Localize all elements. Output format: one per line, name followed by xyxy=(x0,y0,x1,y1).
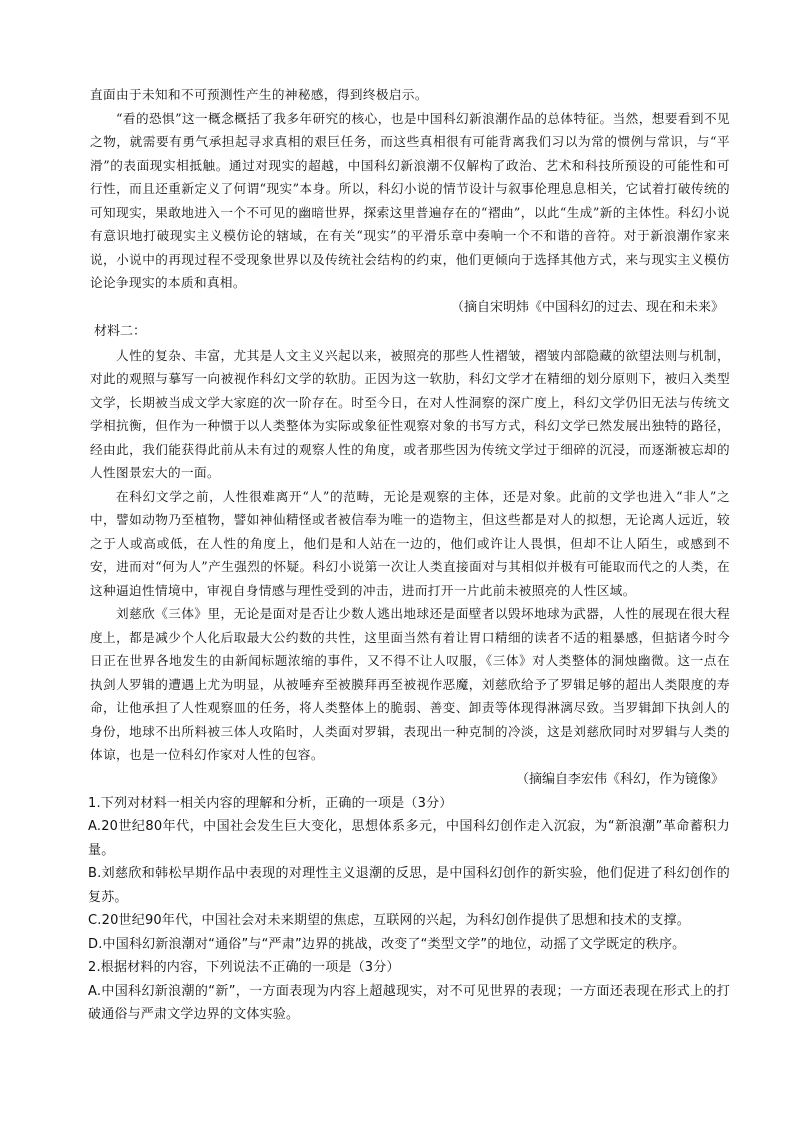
question-2 xyxy=(90,956,730,1027)
exam-page xyxy=(90,80,730,1027)
material2-heading: 材料二： xyxy=(94,323,147,339)
question-option-b: B.刘慈欣和韩松早期作品中表现的对理性主义退潮的反思，是中国科幻创作的新实验，他们促进了科幻创作的复苏。 xyxy=(88,866,730,905)
question-option-a: A.20世纪80年代，中国社会发生巨大变化，思想体系多元，中国科幻创作走入沉寂，为“新浪潮”革命蓄积力量。 xyxy=(88,819,730,858)
question-1 xyxy=(90,792,730,957)
question-option-d: D.中国科幻新浪潮对“通俗”与“严肃”边界的挑战，改变了“类型文学”的地位，动摇了文学既定的秩序。 xyxy=(88,936,686,952)
material2-paragraph-1: 人性的复杂、丰富，尤其是人文主义兴起以来，被照亮的那些人性褶皱，褶皱内部隐藏的欲望法则与机制，对此的观照与摹写一向被视作科幻文学的软肋。正因为这一软肋，科幻文学才在精细的划分原则下，被归入类型文学，长期被当成文学大家庭的次一阶存在。时至今日，在对人性洞察的深广度上，科幻文学仍旧无法与传统文学相抗衡，但作为一种惯于以人类整体为实际或象征性观察对象的书写方式，科幻文学已然发展出独特的路径，经由此，我们能获得此前从未有过的观察人性的角度，或者那些因为传统文学过于细碎的沉浸，而逐渐被忘却的人性图景宏大的一面。 xyxy=(90,347,730,480)
material1-paragraph: “看的恐惧”这一概念概括了我多年研究的核心，也是中国科幻新浪潮作品的总体特征。当然，想要看到不见之物，就需要有勇气承担起寻求真相的艰巨任务，而这些真相很有可能背离我们习以为常的惯例与常识，与“平滑”的表面现实相抵触。通过对现实的超越，中国科幻新浪潮不仅解构了政治、艺术和科技所预设的可能性和可行性，而且还重新定义了何谓“现实”本身。所以，科幻小说的情节设计与叙事伦理息息相关，它试着打破传统的可知现实，果敢地进入一个不可见的幽暗世界，探索这里普遍存在的“褶曲”，以此“生成”新的主体性。科幻小说有意识地打破现实主义模仿论的辖域，在有关“现实”的平滑乐章中奏响一个不和谐的音符。对于新浪潮作家来说，小说中的再现过程不受现象世界以及传统社会结构的约束，他们更倾向于选择其他方式，来与现实主义模仿论论争现实的本质和真相。 xyxy=(90,110,730,290)
material1-source: （摘自宋明炜《中国科幻的过去、现在和未来》 xyxy=(450,299,724,315)
material2-paragraph-2: 在科幻文学之前，人性很难离开“人”的范畴，无论是观察的主体，还是对象。此前的文学也进入“非人”之中，譬如动物乃至植物，譬如神仙精怪或者被信奉为唯一的造物主，但这些都是对人的拟想，无论离人远近，较之于人或高或低，在人性的角度上，他们是和人站在一边的，他们或许让人畏惧，但却不让人陌生，或感到不安，进而对“何为人”产生强烈的怀疑。科幻小说第一次让人类直接面对与其相似并极有可能取而代之的人类，在这种逼迫性情境中，审视自身情感与理性受到的冲击，进而打开一片此前未被照亮的人性区域。 xyxy=(90,488,730,598)
material2-source: （摘编自李宏伟《科幻，作为镜像》 xyxy=(515,771,724,787)
material2-paragraph-3: 刘慈欣《三体》里，无论是面对是否让少数人逃出地球还是面壁者以毁坏地球为武器，人性的展现在很大程度上，都是减少个人化后取最大公约数的共性，这里面当然有着让胃口精细的读者不适的粗暴感，但掂诸今时今日正在世界各地发生的由新闻标题浓缩的事件，又不得不让人叹服，《三体》对人类整体的洞烛幽微。这一点在执剑人罗辑的遭遇上尤为明显，从被唾弃至被膜拜再至被视作恶魔，刘慈欣给予了罗辑足够的超出人类限度的寿命，让他承担了人性观察皿的任务，将人类整体上的脆弱、善变、卸责等体现得淋漓尽致。当罗辑卸下执剑人的身份，地球不出所料被三体人攻陷时，人类面对罗辑，表现出一种克制的冷淡，这是刘慈欣同时对罗辑与人类的体谅，也是一位科幻作家对人性的包容。 xyxy=(90,606,730,762)
question-stem: 1.下列对材料一相关内容的理解和分析，正确的一项是（3分） xyxy=(88,795,453,811)
material1-continuation: 直面由于未知和不可预测性产生的神秘感，得到终极启示。 xyxy=(90,87,428,102)
question-option-a: A.中国科幻新浪潮的“新”，一方面表现为内容上超越现实，对不可见世界的表现；一方面还表现在形式上的打破通俗与严肃文学边界的文体实验。 xyxy=(88,983,730,1022)
question-option-c: C.20世纪90年代，中国社会对未来期望的焦虑，互联网的兴起，为科幻创作提供了思想和技术的支撑。 xyxy=(88,913,690,928)
question-stem: 2.根据材料的内容，下列说法不正确的一项是（3分） xyxy=(88,960,400,975)
